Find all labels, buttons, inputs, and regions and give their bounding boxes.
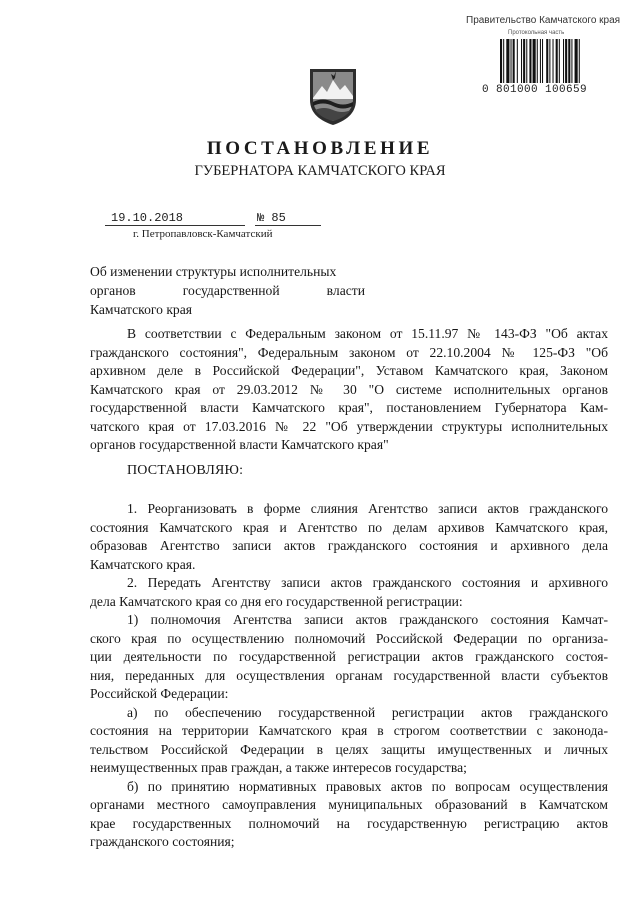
document-subtitle: ГУБЕРНАТОРА КАМЧАТСКОГО КРАЯ xyxy=(194,163,446,179)
document-city: г. Петропавловск-Камчатский xyxy=(133,228,273,240)
barcode-bar xyxy=(523,39,525,83)
barcode-number: 0 801000 100659 xyxy=(482,84,588,96)
number-underline xyxy=(255,225,321,226)
document-number: № 85 xyxy=(257,211,286,225)
subject-line: Камчатского края xyxy=(90,302,193,317)
barcode-bar xyxy=(521,39,522,83)
clause-line: Камчатского края. xyxy=(90,556,196,572)
barcode-bar xyxy=(542,39,543,83)
date-underline xyxy=(105,225,245,226)
barcode-bar xyxy=(559,39,560,83)
preamble xyxy=(90,325,608,455)
kamchatka-emblem-icon xyxy=(307,66,359,126)
clause-line: б) по принятию нормативных правовых актов по вопросам осуществления xyxy=(127,778,608,794)
document-title: ПОСТАНОВЛЕНИЕ xyxy=(206,138,434,159)
clause-line: ния, переданных для осуществления органам государственной власти субъектов xyxy=(90,667,608,683)
barcode-bar xyxy=(517,39,518,83)
barcode-bar xyxy=(506,39,509,83)
barcode-bars xyxy=(500,39,604,83)
clause-line: 1) полномочия Агентства записи актов гражданского состояния Камчат- xyxy=(127,612,608,627)
barcode-bar xyxy=(556,39,558,83)
clause-line: дела Камчатского края со дня его государственной регистрации: xyxy=(90,593,463,609)
barcode xyxy=(482,30,606,100)
barcode-bar xyxy=(575,39,578,83)
preamble-line: В соответствии с Федеральным законом от 15.11.97 № 143-ФЗ "Об актах xyxy=(127,326,608,341)
clause-line: органами местного самоуправления муниципальных образований в Камчатском xyxy=(90,797,608,812)
clause-line: состояния на территории Камчатского края в строгом соответствии с законода- xyxy=(90,723,608,738)
barcode-bar xyxy=(568,39,570,83)
preamble-line: Камчатского края от 29.03.2012 № 30 "О системе исполнительных органов xyxy=(90,381,608,397)
barcode-bar xyxy=(513,39,515,83)
barcode-bar xyxy=(565,39,567,83)
preamble-line: органов государственной власти Камчатского края" xyxy=(90,437,389,452)
clause-line: ции деятельности по государственной регистрации актов гражданского состоя- xyxy=(90,649,608,664)
preamble-line: чатского края от 17.03.2016 № 22 "Об утверждении структуры исполнительных xyxy=(90,418,608,434)
barcode-bar xyxy=(579,39,580,83)
barcode-bar xyxy=(533,39,536,83)
clause-line: а) по обеспечению государственной регистрации актов гражданского xyxy=(127,704,608,720)
decree-word: ПОСТАНОВЛЯЮ: xyxy=(127,463,244,478)
document-date: 19.10.2018 xyxy=(111,211,184,225)
clause-line: крае государственных полномочий на государственную регистрацию актов xyxy=(90,815,608,831)
barcode-caption: Протокольная часть xyxy=(508,30,565,36)
barcode-bar xyxy=(503,39,504,83)
clause-line: неимущественных прав граждан, а также интересов государства; xyxy=(90,760,467,775)
barcode-bar xyxy=(500,39,502,83)
clause-line: образовав Агентство записи актов гражданского состояния и архивного дела xyxy=(90,538,608,553)
barcode-bar xyxy=(540,39,541,83)
subject-line: Об изменении структуры исполнительных xyxy=(90,264,337,279)
clause-line: гражданского состояния; xyxy=(90,834,235,849)
clause-line: 2. Передать Агентству записи актов гражданского состояния и архивного xyxy=(127,575,608,590)
clause-line: состояния Камчатского края и Агентство по делам архивов Камчатского края, xyxy=(90,519,608,535)
clause-line: 1. Реорганизовать в форме слияния Агентство записи актов гражданского xyxy=(127,501,608,516)
barcode-bar xyxy=(529,39,531,83)
barcode-bar xyxy=(563,39,564,83)
clauses xyxy=(90,500,608,852)
preamble-line: государственной власти Камчатского края", постановлением Губернатора Кам- xyxy=(90,400,608,415)
barcode-bar xyxy=(546,39,548,83)
preamble-line: архивном деле в Российской Федерации", Уставом Камчатского края, Законом xyxy=(90,363,608,378)
date-number-line xyxy=(105,211,325,229)
preamble-line: гражданского состояния", Федеральным законом от 22.10.2004 № 125-ФЗ "Об xyxy=(90,344,608,360)
barcode-bar xyxy=(549,39,550,83)
subject-line: органов государственной власти xyxy=(90,283,365,298)
barcode-bar xyxy=(537,39,538,83)
barcode-bar xyxy=(553,39,554,83)
barcode-bar xyxy=(511,39,512,83)
barcode-bar xyxy=(526,39,527,83)
clause-line: ского края по осуществлению полномочий Российской Федерации по организа- xyxy=(90,630,608,646)
clause-line: Российской Федерации: xyxy=(90,686,229,701)
clause-line: тельством Российской Федерации в целях защиты имущественных и личных xyxy=(90,741,608,757)
document-subject xyxy=(90,262,365,319)
barcode-bar xyxy=(571,39,572,83)
sender-label: Правительство Камчатского края xyxy=(466,15,621,26)
